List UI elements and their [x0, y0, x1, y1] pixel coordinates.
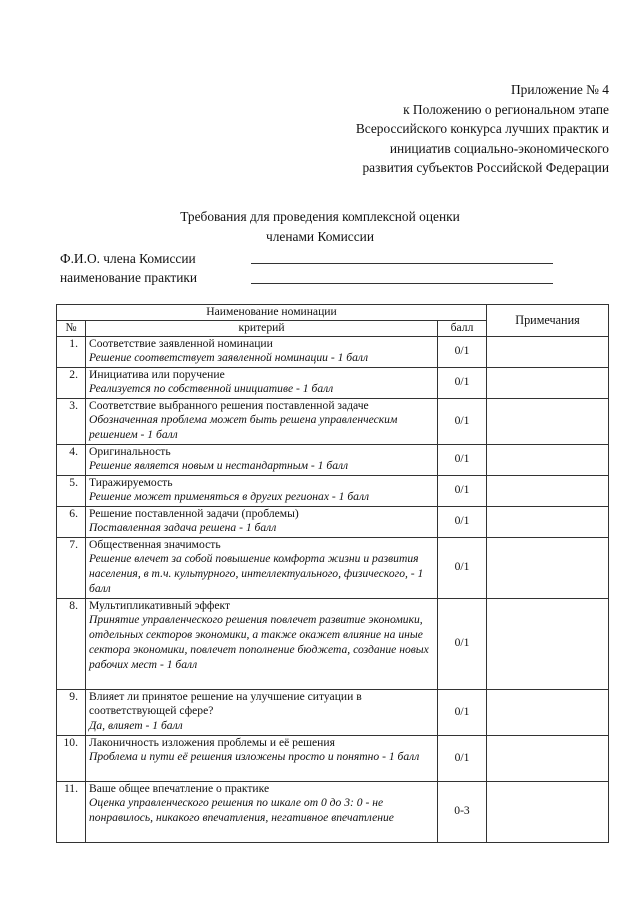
criterion-title: Общественная значимость: [89, 537, 221, 551]
document-title: [0, 207, 640, 246]
nomination-header: Наименование номинации: [57, 305, 487, 321]
notes-cell[interactable]: [487, 398, 609, 444]
table-header-row: [57, 305, 609, 321]
criterion-title: Решение поставленной задачи (проблемы): [89, 506, 299, 520]
criterion-cell: [86, 444, 438, 475]
score-cell[interactable]: 0/1: [438, 336, 487, 367]
criterion-description: Да, влияет - 1 балл: [89, 719, 183, 733]
appendix-line: к Положению о региональном этапе: [403, 101, 609, 117]
notes-cell[interactable]: [487, 506, 609, 537]
appendix-line: инициатив социально-экономического: [389, 140, 609, 156]
criterion-title: Мультипликативный эффект: [89, 598, 231, 612]
criterion-cell: [86, 398, 438, 444]
criterion-description: Обозначенная проблема может быть решена управленческим решением - 1 балл: [89, 413, 398, 442]
table-row: [57, 689, 609, 735]
row-number: 1.: [57, 336, 86, 367]
criterion-cell: [86, 367, 438, 398]
criterion-description: Поставленная задача решена - 1 балл: [89, 521, 277, 535]
appendix-line: Приложение № 4: [510, 82, 609, 97]
criterion-title: Ваше общее впечатление о практике: [89, 781, 270, 795]
criterion-cell: [86, 336, 438, 367]
row-number: 10.: [57, 735, 86, 781]
table-row: [57, 735, 609, 781]
criterion-description: Решение влечет за собой повышение комфорта жизни и развития населения, в т.ч. культурного, интеллектуального, физического, - 1 балл: [89, 552, 424, 595]
score-cell[interactable]: 0/1: [438, 367, 487, 398]
criterion-cell: [86, 689, 438, 735]
criterion-title: Соответствие заявленной номинации: [89, 336, 273, 350]
score-cell[interactable]: 0-3: [438, 781, 487, 842]
notes-cell[interactable]: [487, 735, 609, 781]
appendix-header: [249, 80, 609, 178]
criterion-cell: [86, 537, 438, 598]
criterion-title: Тиражируемость: [89, 475, 173, 489]
criterion-cell: [86, 735, 438, 781]
criterion-description: Реализуется по собственной инициативе - 1 балл: [89, 382, 334, 396]
table-row: [57, 475, 609, 506]
criterion-cell: [86, 475, 438, 506]
notes-cell[interactable]: [487, 367, 609, 398]
title-line-2: членами Комиссии: [265, 228, 375, 244]
appendix-line: развития субъектов Российской Федерации: [362, 160, 609, 176]
practice-name-label: наименование практики: [60, 270, 198, 285]
member-name-label: Ф.И.О. члена Комиссии: [60, 251, 196, 266]
table-row: [57, 598, 609, 689]
criterion-cell: [86, 781, 438, 842]
row-number: 3.: [57, 398, 86, 444]
criterion-description: Решение может применяться в других регионах - 1 балл: [89, 490, 370, 504]
notes-cell[interactable]: [487, 689, 609, 735]
title-line-1: Требования для проведения комплексной оценки: [180, 209, 460, 224]
criterion-title: Влияет ли принятое решение на улучшение ситуации в соответствующей сфере?: [89, 689, 362, 718]
row-number: 9.: [57, 689, 86, 735]
criterion-description: Оценка управленческого решения по шкале от 0 до 3: 0 - не понравилось, никакого впечатления, негативное впечатление: [89, 796, 394, 825]
row-number: 11.: [57, 781, 86, 842]
table-row: [57, 781, 609, 842]
notes-cell[interactable]: [487, 475, 609, 506]
score-cell[interactable]: 0/1: [438, 506, 487, 537]
score-cell[interactable]: 0/1: [438, 735, 487, 781]
row-number: 2.: [57, 367, 86, 398]
row-number: 6.: [57, 506, 86, 537]
notes-cell[interactable]: [487, 336, 609, 367]
criterion-cell: [86, 506, 438, 537]
table-row: [57, 398, 609, 444]
row-number: 5.: [57, 475, 86, 506]
row-number: 4.: [57, 444, 86, 475]
criterion-title: Инициатива или поручение: [89, 367, 225, 381]
evaluation-table: [56, 304, 609, 843]
criterion-description: Принятие управленческого решения повлечет развитие экономики, отдельных секторов экономики, а также окажет влияние на иные сектора экономики, повлечет пополнение бюджета, создание новых рабочих мест - 1 балл: [89, 613, 429, 671]
table-row: [57, 537, 609, 598]
criterion-cell: [86, 598, 438, 689]
score-cell[interactable]: 0/1: [438, 398, 487, 444]
score-cell[interactable]: 0/1: [438, 475, 487, 506]
row-number: 7.: [57, 537, 86, 598]
score-cell[interactable]: 0/1: [438, 444, 487, 475]
notes-cell[interactable]: [487, 598, 609, 689]
practice-name-field[interactable]: [251, 283, 553, 284]
table-row: [57, 444, 609, 475]
score-cell[interactable]: 0/1: [438, 598, 487, 689]
criterion-description: Проблема и пути её решения изложены просто и понятно - 1 балл: [89, 750, 420, 764]
criterion-title: Оригинальность: [89, 444, 171, 458]
member-name-field[interactable]: [251, 263, 553, 264]
criterion-header: критерий: [86, 320, 438, 336]
criterion-description: Решение соответствует заявленной номинации - 1 балл: [89, 351, 369, 365]
row-number: 8.: [57, 598, 86, 689]
score-header: балл: [438, 320, 487, 336]
num-header: №: [57, 320, 86, 336]
criterion-title: Соответствие выбранного решения поставленной задаче: [89, 398, 369, 412]
score-cell[interactable]: 0/1: [438, 537, 487, 598]
table-row: [57, 336, 609, 367]
notes-header: Примечания: [487, 305, 609, 337]
score-cell[interactable]: 0/1: [438, 689, 487, 735]
criterion-description: Решение является новым и нестандартным - 1 балл: [89, 459, 349, 473]
appendix-line: Всероссийского конкурса лучших практик и: [355, 121, 609, 137]
notes-cell[interactable]: [487, 444, 609, 475]
table-row: [57, 506, 609, 537]
notes-cell[interactable]: [487, 781, 609, 842]
criterion-title: Лаконичность изложения проблемы и её решения: [89, 735, 335, 749]
notes-cell[interactable]: [487, 537, 609, 598]
table-row: [57, 367, 609, 398]
